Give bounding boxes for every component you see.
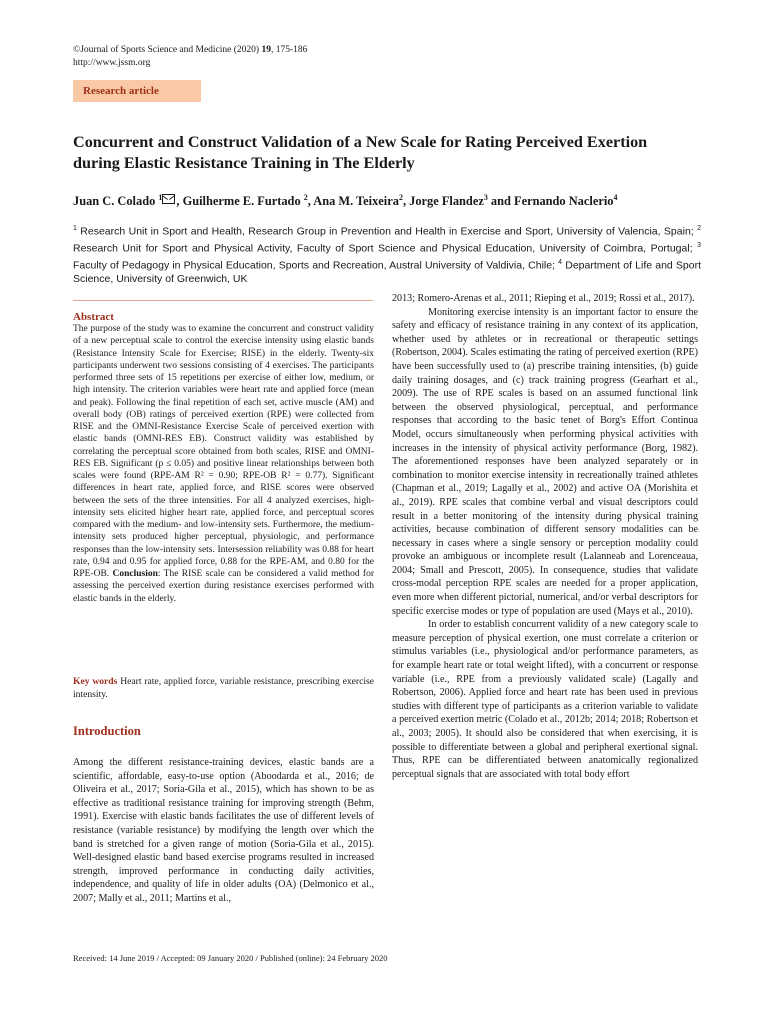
author-affil-sup: 1: [158, 193, 163, 202]
author-name: Juan C. Colado: [73, 194, 159, 209]
affil-text: Department of Life and Sport Science, University of Greenwich, UK: [73, 259, 701, 285]
author-affil-sup: 4: [613, 193, 618, 202]
journal-volume: 19: [261, 45, 271, 55]
journal-url[interactable]: http://www.jssm.org: [73, 58, 151, 68]
author-name: , Ana M. Teixeira: [307, 194, 399, 209]
paragraph-concurrent-validity: In order to establish concurrent validity of a new category scale to measure perception of physical exertion, one must correlate a criterion or stimulus variables (i.e., physiological and/or performance parameters, as for example heart rate or total weight lifted), with a concurrent or response variable (i.e., RPE from a previously validated scale) (Lagally and Robertson, 2006). Applied force and heart rate has been used in previous studies with different type of participants as a criterion variable to validate a perceived exertion metric (Colado et al., 2012b; 2014; 2018; Robertson et al., 2003; 2005). It should also be considered that when exercising, it is possible to differentiate between a global and peripheral exertional signal. Thus, RPE can be differentiated between anatomically regionalized perceptual signals that are associated with total body effort: [392, 619, 698, 780]
journal-pages: , 175-186: [270, 45, 308, 55]
affil-sup: 2: [697, 225, 701, 232]
received-dates: Received: 14 June 2019 / Accepted: 09 January 2020 / Published (online): 24 February 2020: [73, 953, 388, 963]
abstract-divider: [73, 300, 373, 301]
journal-citation: ©Journal of Sports Science and Medicine (2020): [73, 45, 260, 55]
affil-sup: 3: [697, 241, 701, 249]
affil-sup: 1: [73, 225, 77, 232]
paper-title: Concurrent and Construct Validation of a New Scale for Rating Perceived Exertion during Elastic Resistance Training in The Elderly: [73, 133, 648, 172]
abstract-body: [73, 323, 374, 605]
keywords-label: Key words: [73, 676, 118, 687]
author-name: , Guilherme E. Furtado: [176, 194, 304, 209]
author-affil-sup: 3: [483, 193, 488, 202]
right-column: [392, 292, 698, 781]
affil-text: Research Unit in Sport and Health, Research Group in Prevention and Health in Exercise and Sport, University of Valencia, Spain;: [76, 225, 698, 238]
conclusion-label: Conclusion: [112, 569, 158, 579]
conclusion-text: : The RISE scale can be considered a valid method for assessing the perceived exertion during resistance exercises performed with elastic bands in the elderly.: [73, 569, 374, 604]
author-affil-sup: 2: [398, 193, 403, 202]
intro-paragraph: Among the different resistance-training devices, elastic bands are a scientific, affordable, easy-to-use option (Aboodarda et al., 2016; de Oliveira et al., 2017; Soria-Gila et al., 2015), which has shown to be as effective as traditional resistance training for improving strength (Behm, 1991). Exercise with elastic bands facilitates the use of different levels of resistance (variable resistance) by modifying the length over which the band is stretched for a given range of motion (Soria-Gila et al., 2015). Well-designed elastic band based exercise programs resulted in increased strength, improved performance in conducting daily activities, independence, and quality of life in older adults (OA) (Delmonico et al., 2007; Mally et al., 2011; Martins et al.,: [73, 757, 374, 904]
affil-text: Faculty of Pedagogy in Physical Education, Sports and Recreation, Austral University of Valdivia, Chile;: [73, 259, 559, 272]
article-type-badge: Research article: [73, 80, 201, 102]
keywords: [73, 676, 374, 701]
abstract-text: The purpose of the study was to examine the concurrent and construct validity of a new perceptual scale to control the exercise intensity using elastic bands (Resistance Intensity Scale for Exercise; RISE) in the elderly. Twenty-six participants underwent two sessions consisting of 4 exercises. The participants performed three sets of 15 repetitions per exercise of either low, medium, or high intensity. The criterion variables were heart rate and applied force (mean and peak). Following the final repetition of each set, active muscle (AM) and overall body (OB) ratings of perceived exertion (RPE) were collected from RISE and the OMNI-Resistance Exercise Scale of perceived exertion with elastic bands (OMNI-RES EB). Construct validity was established by correlating the perceptual score obtained from both scales, RISE and OMNI-RES EB. Significant (p ≤ 0.05) and positive linear relationships between both scales were found (RPE-AM R² = 0.90; RPE-OB R² = 0.77). Significant differences in heart rate, applied force, and RISE scores were observed between the sets of the three intensities. For all 4 analyzed exercises, high-intensity sets elicited higher heart rate, applied force, and perceptual scores compared with the medium- and low-intensity sets. Furthermore, the medium-intensity sets produced higher perceptual, physiologic, and performance responses than the low-intensity sets. Intersession reliability was 0.88 for heart rate, 0.94 and 0.95 for applied force, 0.88 for the RPE-AM, and 0.80 for the RPE-OB.: [73, 324, 374, 579]
affil-sup: 4: [558, 258, 563, 266]
journal-header: [73, 44, 307, 70]
introduction-heading: Introduction: [73, 724, 141, 738]
keywords-text: Heart rate, applied force, variable resistance, prescribing exercise intensity.: [73, 676, 374, 700]
email-icon[interactable]: [162, 194, 175, 204]
paragraph-monitoring: Monitoring exercise intensity is an important factor to ensure the safety and efficacy of resistance training in any context of its application, whether used by athletes or in recreational or therapeutic settings (Robertson, 2004). Scales estimating the rating of perceived exertion (RPE) have been successfully used to (a) prescribe training intensities, (b) guide daily training dosages, and (c) track training progress (Gearhart et al., 2009). The use of RPE scales is based on an assumed functional link between the observed physiological, perceptual, and performance responses that according to the basic tenet of Borg's Effort Continua Model, occurs simultaneously when performing physical activities with increases in the intensity of physical activity performance (Borg, 1982). The aforementioned responses have been analyzed separately or in combination to monitor exercise intensity in recreationally trained athletes (Chapman et al., 2019; Lagally et al., 2002) and active OA (Morishita et al., 2019). RPE scales that combine verbal and visual descriptors could result in a better monitoring of the intensity during physical training activities, because combination of different sensory modalities can be necessary in cases where a single sensory or perception modality could provoke an ambiguous or incomplete result (Lalanneab and Lorenceaua, 2004; Small and Prescott, 2005). In consequence, studies that validate cross-modal perception RPE scales are needed for a proper application, even more when different pictorial, numerical, and/or verbal descriptors for specific exercise modes or type of population are used (Mays et al., 2010).: [392, 306, 698, 617]
author-name: , Jorge Flandez: [402, 194, 484, 209]
continued-paragraph: 2013; Romero-Arenas et al., 2011; Rieping et al., 2019; Rossi et al., 2017).: [392, 293, 695, 304]
affiliations: [73, 222, 701, 286]
affil-text: Research Unit for Sport and Physical Activity, Faculty of Sport Science and Physical Education, University of Coimbra, Portugal;: [73, 242, 698, 255]
author-name: and Fernando Naclerio: [487, 194, 614, 209]
author-affil-sup: 2: [303, 193, 308, 202]
introduction-body: [73, 756, 374, 906]
author-list: [73, 190, 713, 209]
abstract-heading: Abstract: [73, 311, 114, 323]
